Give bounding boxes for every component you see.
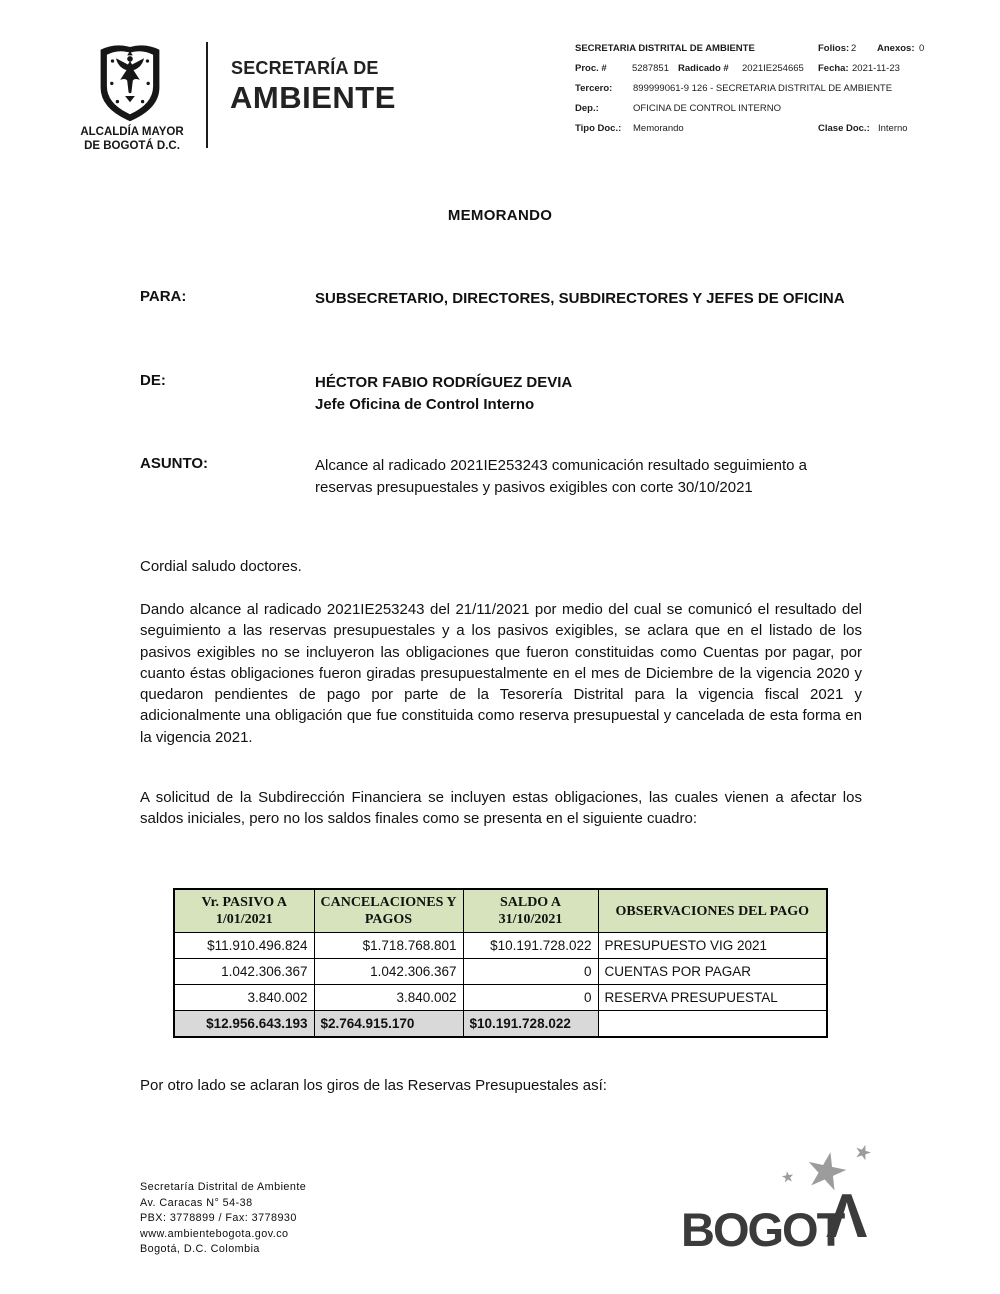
- total-pasivo: $12.956.643.193: [174, 1011, 314, 1038]
- brand-name-line2: AMBIENTE: [230, 80, 396, 115]
- cell-cancelaciones: $1.718.768.801: [314, 933, 463, 959]
- greeting: Cordial saludo doctores.: [140, 558, 302, 575]
- meta-entity: SECRETARIA DISTRITAL DE AMBIENTE: [575, 43, 755, 54]
- cell-observacion: PRESUPUESTO VIG 2021: [598, 933, 827, 959]
- brand-name-line1: SECRETARÍA DE: [231, 58, 379, 78]
- crest-caption: [62, 126, 202, 153]
- star-icon: ★: [798, 1138, 855, 1204]
- col-header-saldo: SALDO A 31/10/2021: [463, 889, 598, 933]
- footer-phone: PBX: 3778899 / Fax: 3778930: [140, 1212, 297, 1224]
- asunto-value: Alcance al radicado 2021IE253243 comunicación resultado seguimiento a reservas presupuestales y pasivos exigibles con corte 30/10/2021: [315, 457, 807, 496]
- cell-saldo: 0: [463, 985, 598, 1011]
- meta-tercero-value: 899999061-9 126 - SECRETARIA DISTRITAL DE AMBIENTE: [633, 83, 893, 94]
- bogota-logo-word: BOGOT: [681, 1203, 844, 1256]
- total-observacion-empty: [598, 1011, 827, 1038]
- total-saldo: $10.191.728.022: [463, 1011, 598, 1038]
- bogota-crest-icon: [95, 40, 165, 124]
- meta-anexos-label: Anexos:: [877, 43, 915, 54]
- paragraph-1: Dando alcance al radicado 2021IE253243 del 21/11/2021 por medio del cual se comunicó el resultado del seguimiento a las reservas presupuestales y a los pasivos exigibles, se aclara que en el listado de los pasivos exigibles no se incluyeron las obligaciones que fueron constituidas como Cuentas por pagar, por cuanto éstas obligaciones fueron giradas presupuestalmente en el mes de Diciembre de la vigencia 2020 y quedaron pendientes de pago por parte de la Tesorería Distrital para la vigencia fiscal 2021 y adicionalmente una obligación que fue constituida como reserva presupuestal y cancelada de esta forma en la vigencia 2021.: [140, 601, 862, 746]
- meta-fecha-label: Fecha:: [818, 63, 849, 74]
- col-header-pasivo: Vr. PASIVO A 1/01/2021: [174, 889, 314, 933]
- meta-radicado-value: 2021IE254665: [742, 63, 804, 74]
- meta-clasedoc-value: Interno: [878, 123, 908, 134]
- footer-website: www.ambientebogota.gov.co: [140, 1227, 289, 1240]
- cell-cancelaciones: 3.840.002: [314, 985, 463, 1011]
- paragraph-2: A solicitud de la Subdirección Financiera se incluyen estas obligaciones, las cuales vienen a afectar los saldos iniciales, pero no los saldos finales como se presenta en el siguiente cuadro:: [140, 789, 862, 828]
- de-name: HÉCTOR FABIO RODRÍGUEZ DEVIA: [315, 374, 573, 391]
- pasivos-summary-table: [173, 888, 828, 1038]
- table-row: [174, 933, 827, 959]
- table-row: [174, 959, 827, 985]
- para-label: PARA:: [140, 288, 187, 305]
- page-title: MEMORANDO: [447, 207, 553, 224]
- para-value: SUBSECRETARIO, DIRECTORES, SUBDIRECTORES Y JEFES DE OFICINA: [315, 290, 845, 307]
- total-cancelaciones: $2.764.915.170: [314, 1011, 463, 1038]
- cell-pasivo: $11.910.496.824: [174, 933, 314, 959]
- crest-caption-line1: ALCALDÍA MAYOR: [80, 126, 184, 138]
- meta-tercero-label: Tercero:: [575, 83, 613, 94]
- de-role: Jefe Oficina de Control Interno: [315, 396, 535, 413]
- meta-proc-value: 5287851: [632, 63, 669, 74]
- star-icon: ★: [850, 1139, 875, 1167]
- cell-cancelaciones: 1.042.306.367: [314, 959, 463, 985]
- meta-folios-label: Folios:: [818, 43, 850, 54]
- radicado-metadata: [575, 43, 980, 138]
- meta-tipodoc-label: Tipo Doc.:: [575, 123, 622, 134]
- paragraph-3: Por otro lado se aclaran los giros de las Reservas Presupuestales así:: [140, 1077, 607, 1094]
- meta-proc-label: Proc. #: [575, 63, 607, 74]
- cell-saldo: 0: [463, 959, 598, 985]
- meta-fecha-value: 2021-11-23: [852, 63, 900, 74]
- meta-tipodoc-value: Memorando: [633, 123, 684, 134]
- col-header-observaciones: OBSERVACIONES DEL PAGO: [598, 889, 827, 933]
- cell-saldo: $10.191.728.022: [463, 933, 598, 959]
- cell-pasivo: 1.042.306.367: [174, 959, 314, 985]
- footer-entity: Secretaría Distrital de Ambiente: [140, 1181, 307, 1193]
- meta-dep-value: OFICINA DE CONTROL INTERNO: [633, 103, 781, 114]
- footer-city: Bogotá, D.C. Colombia: [140, 1243, 260, 1255]
- de-label: DE:: [140, 372, 166, 389]
- crest-caption-line2: DE BOGOTÁ D.C.: [84, 139, 180, 152]
- cell-pasivo: 3.840.002: [174, 985, 314, 1011]
- col-header-cancelaciones: CANCELACIONES Y PAGOS: [314, 889, 463, 933]
- meta-radicado-label: Radicado #: [678, 63, 729, 74]
- cell-observacion: CUENTAS POR PAGAR: [598, 959, 827, 985]
- footer-address: Av. Caracas N° 54-38: [140, 1196, 253, 1209]
- meta-anexos-value: 0: [919, 43, 925, 54]
- cell-observacion: RESERVA PRESUPUESTAL: [598, 985, 827, 1011]
- table-total-row: [174, 1011, 827, 1038]
- meta-dep-label: Dep.:: [575, 103, 599, 114]
- bogota-logo: [676, 1138, 886, 1271]
- meta-clasedoc-label: Clase Doc.:: [818, 123, 870, 134]
- table-header: [174, 889, 827, 933]
- footer-contact-block: [140, 1180, 306, 1258]
- bogota-logo-caret: Λ: [826, 1182, 868, 1251]
- brand-divider: [206, 42, 208, 148]
- table-row: [174, 985, 827, 1011]
- meta-folios-value: 2: [851, 43, 857, 54]
- asunto-label: ASUNTO:: [140, 455, 209, 472]
- star-icon: ★: [779, 1168, 796, 1187]
